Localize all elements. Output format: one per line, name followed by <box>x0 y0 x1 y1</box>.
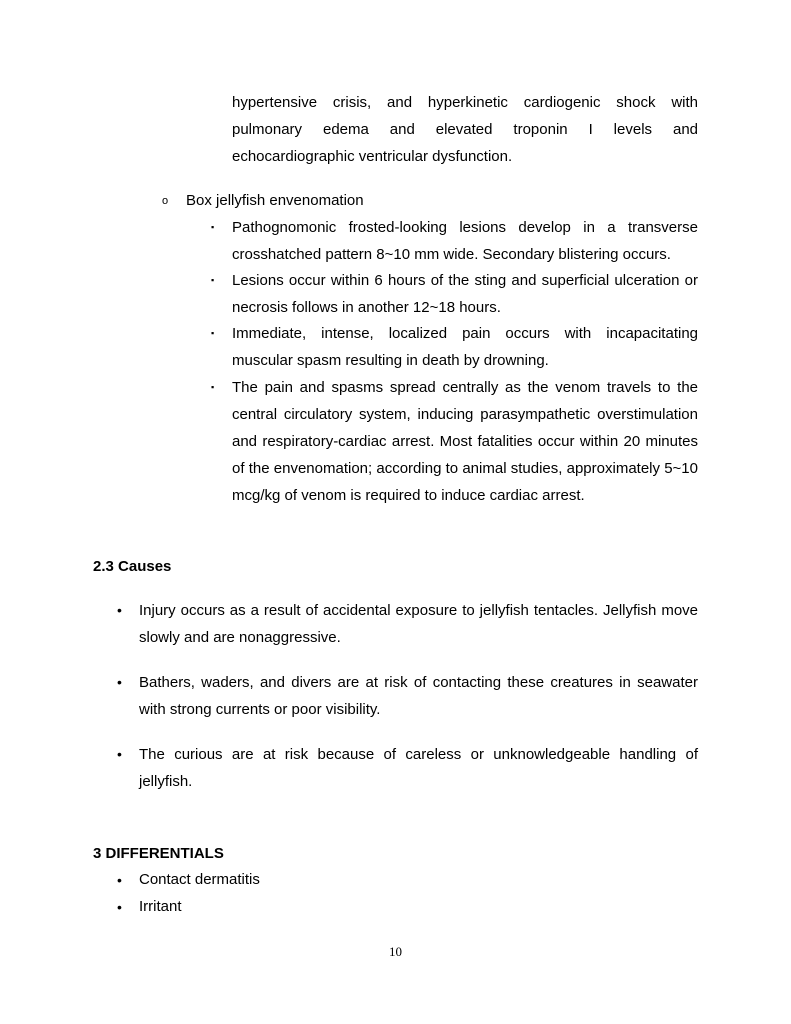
causes-item: Bathers, waders, and divers are at risk of contacting these creatures in seawater with strong currents or poor visibility. <box>139 674 698 718</box>
continuation-paragraph: hypertensive crisis, and hyperkinetic cardiogenic shock with pulmonary edema and elevated troponin I levels and echocardiographic ventricular dysfunction. <box>232 94 698 165</box>
square-bullet: ▪ <box>211 222 215 232</box>
causes-item: Injury occurs as a result of accidental exposure to jellyfish tentacles. Jellyfish move slowly and are nonaggressive. <box>139 602 698 646</box>
box-jellyfish-label: Box jellyfish envenomation <box>186 192 364 209</box>
page-number: 10 <box>389 944 402 959</box>
bullet-dot: • <box>117 899 122 915</box>
bullet-dot: • <box>117 872 122 888</box>
section-heading-causes: 2.3 Causes <box>93 558 172 575</box>
square-bullet: ▪ <box>211 328 215 338</box>
hollow-circle-bullet: o <box>162 195 169 207</box>
bullet-dot: • <box>117 674 122 690</box>
differentials-item: Contact dermatitis <box>139 871 260 888</box>
square-bullet: ▪ <box>211 382 215 392</box>
bullet-dot: • <box>117 746 122 762</box>
section-heading-differentials: 3 DIFFERENTIALS <box>93 845 224 862</box>
box-jellyfish-item: Immediate, intense, localized pain occurs with incapacitating muscular spasm resulting in death by drowning. <box>232 325 698 369</box>
box-jellyfish-item: Lesions occur within 6 hours of the sting and superficial ulceration or necrosis follows in another 12~18 hours. <box>232 272 698 316</box>
box-jellyfish-item: Pathognomonic frosted-looking lesions develop in a transverse crosshatched pattern 8~10 mm wide. Secondary blistering occurs. <box>232 219 698 263</box>
bullet-dot: • <box>117 602 122 618</box>
box-jellyfish-item: The pain and spasms spread centrally as the venom travels to the central circulatory system, inducing parasympathetic overstimulation and respiratory-cardiac arrest. Most fatalities occur within 20 minutes of the envenomation; according to animal studies, approximately 5~10 mcg/kg of venom is required to induce cardiac arrest. <box>232 379 698 504</box>
differentials-item: Irritant <box>139 898 182 915</box>
square-bullet: ▪ <box>211 275 215 285</box>
causes-item: The curious are at risk because of careless or unknowledgeable handling of jellyfish. <box>139 746 698 790</box>
